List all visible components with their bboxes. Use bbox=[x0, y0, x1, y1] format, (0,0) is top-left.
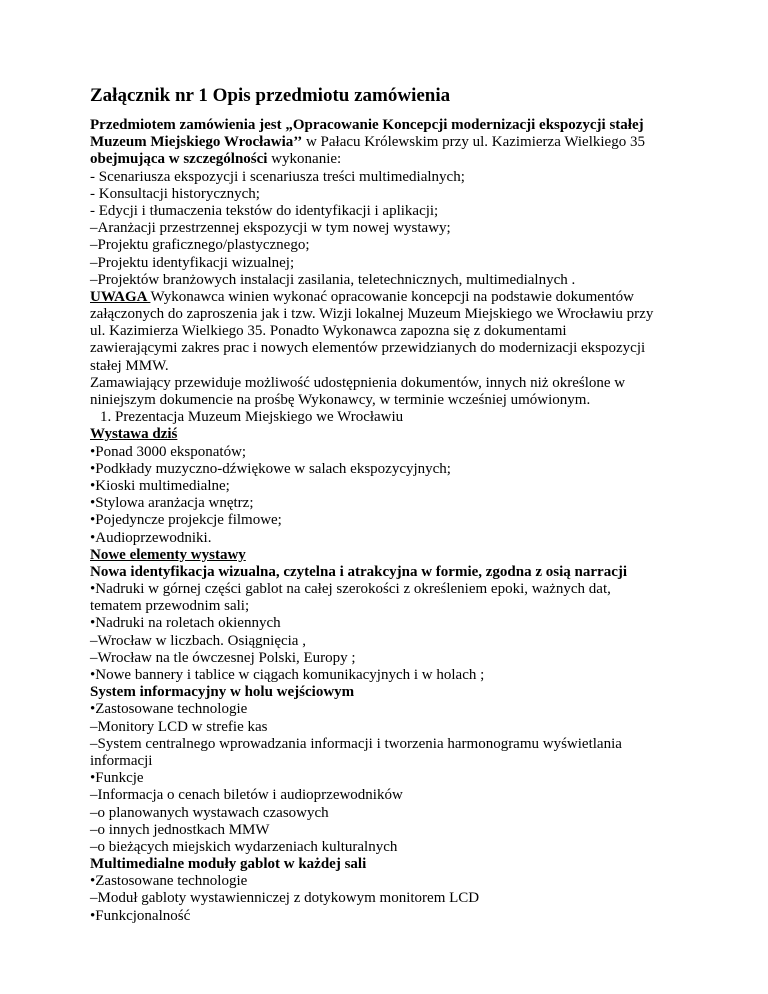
scope-lead: obejmująca w szczególności bbox=[90, 151, 268, 168]
uwaga-line: stałej MMW. bbox=[90, 357, 169, 374]
scope-item: –Aranżacji przestrzennej ekspozycji w tym nowej wystawy; bbox=[90, 220, 451, 237]
uwaga-label: UWAGA bbox=[90, 288, 151, 305]
list-item: •Stylowa aranżacja wnętrz; bbox=[90, 495, 254, 512]
uwaga-line: zawierającymi zakres prac i nowych elementów przewidzianych do modernizacji ekspozycji bbox=[90, 340, 646, 357]
list-item: –Moduł gabloty wystawienniczej z dotykowym monitorem LCD bbox=[90, 890, 480, 907]
list-item: •Zastosowane technologie bbox=[90, 873, 248, 890]
document-body bbox=[90, 117, 690, 925]
nowe-elementy-subheading: Nowa identyfikacja wizualna, czytelna i atrakcyjna w formie, zgodna z osią narracji bbox=[90, 563, 628, 580]
list-item: tematem przewodnim sali; bbox=[90, 598, 250, 615]
wystawa-dzis-heading: Wystawa dziś bbox=[90, 426, 178, 443]
list-item: •Nowe bannery i tablice w ciągach komunikacyjnych i w holach ; bbox=[90, 667, 485, 683]
uwaga-line: załączonych do zaproszenia jak i tzw. Wizji lokalnej Muzeum Miejskiego we Wrocławiu przy bbox=[90, 306, 654, 323]
section-heading-1: 1. Prezentacja Muzeum Miejskiego we Wrocławiu bbox=[100, 409, 404, 426]
scope-item: - Edycji i tłumaczenia tekstów do identyfikacji i aplikacji; bbox=[90, 202, 439, 219]
list-item: •Kioski multimedialne; bbox=[90, 477, 230, 494]
list-item: •Zastosowane technologie bbox=[90, 701, 248, 718]
list-item: –o planowanych wystawach czasowych bbox=[90, 804, 329, 821]
intro-line bbox=[90, 134, 690, 151]
list-item: •Funkcjonalność bbox=[90, 907, 191, 924]
uwaga-line: ul. Kazimierza Wielkiego 35. Ponadto Wykonawca zapozna się z dokumentami bbox=[90, 323, 567, 340]
intro-line: Przedmiotem zamówienia jest „Opracowanie Koncepcji modernizacji ekspozycji stałej bbox=[90, 117, 644, 133]
list-item: –Wrocław w liczbach. Osiągnięcia , bbox=[90, 632, 306, 649]
list-item: –Informacja o cenach biletów i audioprzewodników bbox=[90, 787, 403, 804]
page-title: Załącznik nr 1 Opis przedmiotu zamówienia bbox=[90, 85, 451, 106]
list-item: –Monitory LCD w strefie kas bbox=[90, 718, 268, 735]
list-item: •Ponad 3000 eksponatów; bbox=[90, 443, 247, 460]
system-info-heading: System informacyjny w holu wejściowym bbox=[90, 684, 355, 701]
scope-item: –Projektu graficznego/plastycznego; bbox=[90, 237, 310, 254]
intro-line bbox=[90, 151, 690, 168]
nowe-elementy-heading: Nowe elementy wystawy bbox=[90, 546, 246, 563]
scope-item: - Konsultacji historycznych; bbox=[90, 185, 260, 202]
list-item: •Funkcje bbox=[90, 770, 144, 787]
list-item: –Wrocław na tle ówczesnej Polski, Europy ; bbox=[90, 649, 356, 666]
list-item: –o innych jednostkach MMW bbox=[90, 821, 270, 838]
zamawiajacy-line: niniejszym dokumencie na prośbę Wykonawcy, w terminie wcześniej umówionym. bbox=[90, 392, 591, 408]
list-item: –System centralnego wprowadzania informacji i tworzenia harmonogramu wyświetlania bbox=[90, 735, 622, 752]
uwaga-line bbox=[90, 289, 690, 306]
list-item: •Pojedyncze projekcje filmowe; bbox=[90, 512, 282, 529]
list-item: •Audioprzewodniki. bbox=[90, 529, 212, 546]
scope-item: –Projektów branżowych instalacji zasilania, teletechnicznych, multimedialnych . bbox=[90, 271, 576, 288]
list-item: •Nadruki w górnej części gablot na całej szerokości z określeniem epoki, ważnych dat, bbox=[90, 581, 611, 598]
list-item: •Nadruki na roletach okiennych bbox=[90, 615, 281, 632]
list-item: informacji bbox=[90, 752, 153, 769]
scope-item: –Projektu identyfikacji wizualnej; bbox=[90, 254, 295, 271]
list-item: –o bieżących miejskich wydarzeniach kulturalnych bbox=[90, 838, 398, 855]
uwaga-text: Wykonawca winien wykonać opracowanie koncepcji na podstawie dokumentów bbox=[150, 288, 634, 305]
zamawiajacy-line: Zamawiający przewiduje możliwość udostępnienia dokumentów, innych niż określone w bbox=[90, 374, 626, 391]
multimedia-heading: Multimedialne moduły gablot w każdej sali bbox=[90, 856, 367, 873]
scope-item: - Scenariusza ekspozycji i scenariusza treści multimedialnych; bbox=[90, 168, 465, 185]
scope-lead-rest: wykonanie: bbox=[267, 151, 342, 168]
museum-location: w Pałacu Królewskim przy ul. Kazimierza Wielkiego 35 bbox=[302, 134, 645, 151]
list-item: •Podkłady muzyczno-dźwiękowe w salach ekspozycyjnych; bbox=[90, 460, 451, 477]
museum-name: Muzeum Miejskiego Wrocławia’’ bbox=[90, 134, 303, 151]
